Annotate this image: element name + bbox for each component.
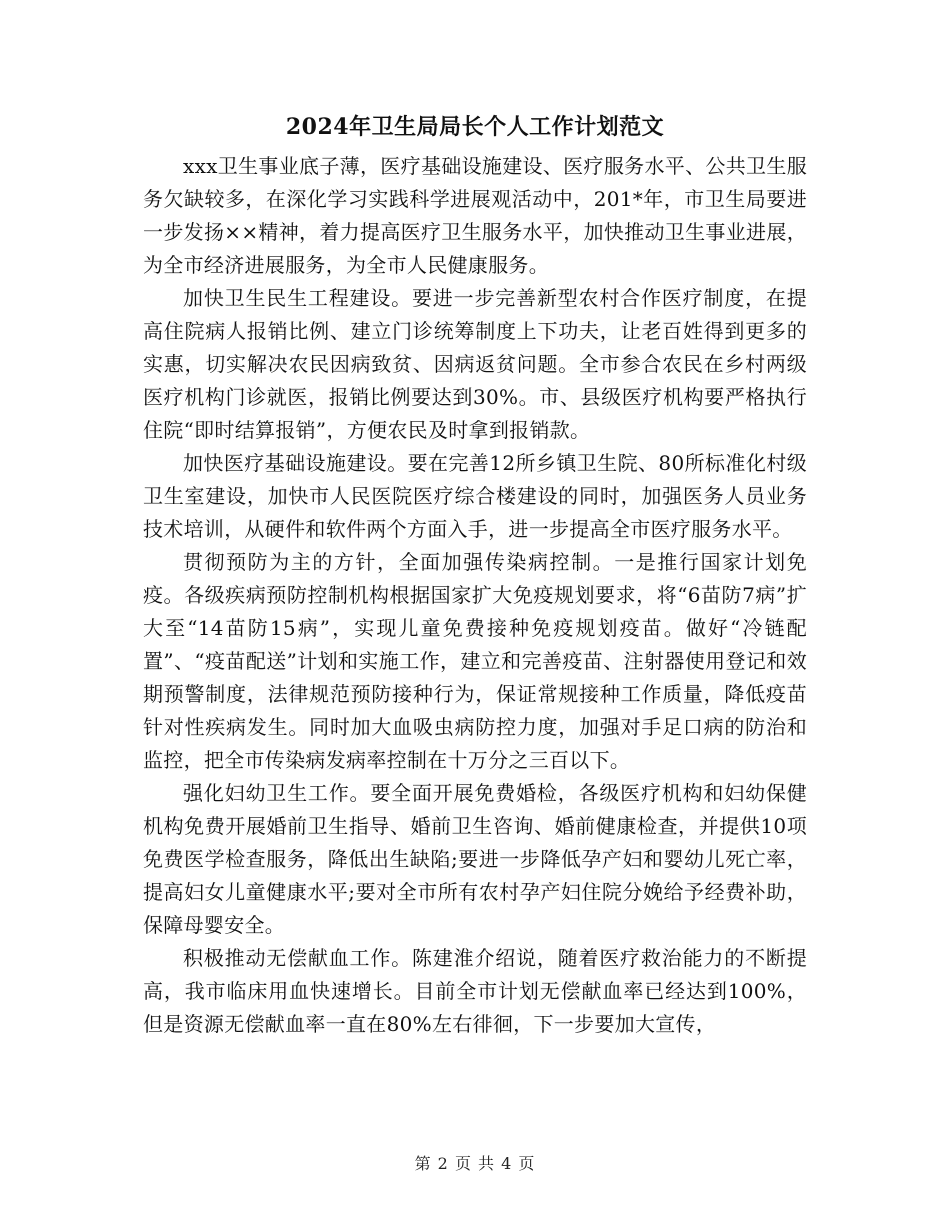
- page-number-footer: 第 2 页 共 4 页: [414, 1154, 536, 1173]
- document-title: 2024年卫生局局长个人工作计划范文: [285, 114, 665, 140]
- paragraph-intro: xxx卫生事业底子薄，医疗基础设施建设、医疗服务水平、公共卫生服务欠缺较多，在深化学习实践科学进展观活动中，201*年，市卫生局要进一步发扬××精神，着力提高医疗卫生服务水平，加快推动卫生事业进展，为全市经济进展服务，为全市人民健康服务。: [143, 154, 807, 277]
- paragraph-livelihood-project: 加快卫生民生工程建设。要进一步完善新型农村合作医疗制度，在提高住院病人报销比例、建立门诊统筹制度上下功夫，让老百姓得到更多的实惠，切实解决农民因病致贫、因病返贫问题。全市参合农民在乡村两级医疗机构门诊就医，报销比例要达到30%。市、县级医疗机构要严格执行住院“即时结算报销”，方便农民及时拿到报销款。: [143, 286, 807, 442]
- paragraph-infrastructure: 加快医疗基础设施建设。要在完善12所乡镇卫生院、80所标准化村级卫生室建设，加快市人民医院医疗综合楼建设的同时，加强医务人员业务技术培训，从硬件和软件两个方面入手，进一步提高全市医疗服务水平。: [143, 451, 807, 541]
- document-body: [143, 150, 807, 1041]
- paragraph-blood-donation: 积极推动无偿献血工作。陈建淮介绍说，随着医疗救治能力的不断提高，我市临床用血快速增长。目前全市计划无偿献血率已经达到100%，但是资源无偿献血率一直在80%左右徘徊，下一步要加大宣传，: [143, 946, 807, 1036]
- paragraph-maternal-child-health: 强化妇幼卫生工作。要全面开展免费婚检，各级医疗机构和妇幼保健机构免费开展婚前卫生指导、婚前卫生咨询、婚前健康检查，并提供10项免费医学检查服务，降低出生缺陷;要进一步降低孕产妇和婴幼儿死亡率，提高妇女儿童健康水平;要对全市所有农村孕产妇住院分娩给予经费补助，保障母婴安全。: [143, 781, 807, 937]
- paragraph-disease-control: 贯彻预防为主的方针，全面加强传染病控制。一是推行国家计划免疫。各级疾病预防控制机构根据国家扩大免疫规划要求，将“6苗防7病”扩大至“14苗防15病”，实现儿童免费接种免疫规划疫苗。做好“冷链配置”、“疫苗配送”计划和实施工作，建立和完善疫苗、注射器使用登记和效期预警制度，法律规范预防接种行为，保证常规接种工作质量，降低疫苗针对性疾病发生。同时加大血吸虫病防控力度，加强对手足口病的防治和监控，把全市传染病发病率控制在十万分之三百以下。: [143, 550, 807, 772]
